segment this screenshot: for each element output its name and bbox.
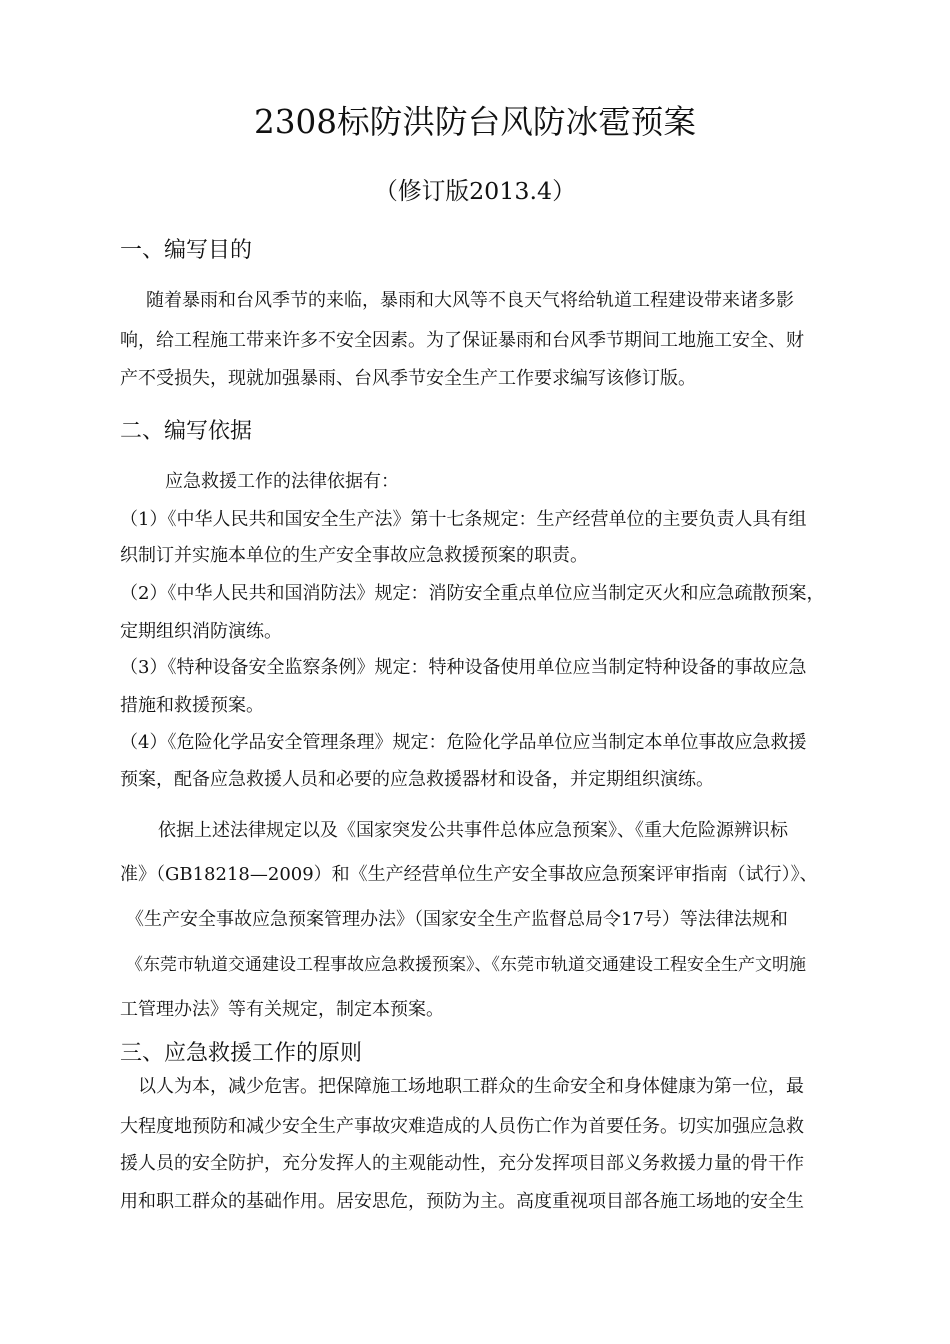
paragraph-line: 工管理办法》等有关规定，制定本预案。 bbox=[120, 999, 444, 1020]
paragraph-line: 定期组织消防演练。 bbox=[120, 621, 282, 642]
paragraph-line: 预案，配备应急救援人员和必要的应急救援器材和设备，并定期组织演练。 bbox=[120, 769, 714, 790]
paragraph-line: 大程度地预防和减少安全生产事故灾难造成的人员伤亡作为首要任务。切实加强应急救 bbox=[120, 1116, 804, 1137]
paragraph-line: （4）《危险化学品安全管理条理》规定：危险化学品单位应当制定本单位事故应急救援 bbox=[120, 732, 807, 753]
paragraph-line: 措施和救援预案。 bbox=[120, 695, 264, 716]
paragraph-line: 以人为本，减少危害。把保障施工场地职工群众的生命安全和身体健康为第一位，最 bbox=[138, 1076, 804, 1097]
section-heading-basis: 二、编写依据 bbox=[120, 419, 253, 444]
section-heading-principles: 三、应急救援工作的原则 bbox=[120, 1041, 363, 1066]
section-heading-purpose: 一、编写目的 bbox=[120, 238, 253, 263]
paragraph-line: （1）《中华人民共和国安全生产法》第十七条规定：生产经营单位的主要负责人具有组 bbox=[120, 509, 807, 530]
paragraph-line: 产不受损失，现就加强暴雨、台风季节安全生产工作要求编写该修订版。 bbox=[120, 368, 696, 389]
document-subtitle: （修订版2013.4） bbox=[374, 177, 576, 205]
document-title: 2308标防洪防台风防冰雹预案 bbox=[253, 103, 697, 141]
paragraph-line: 用和职工群众的基础作用。居安思危，预防为主。高度重视项目部各施工场地的安全生 bbox=[120, 1191, 804, 1212]
paragraph-line: （3）《特种设备安全监察条例》规定：特种设备使用单位应当制定特种设备的事故应急 bbox=[120, 657, 807, 678]
paragraph-line: 《生产安全事故应急预案管理办法》（国家安全生产监督总局令17号）等法律法规和 bbox=[126, 909, 788, 930]
paragraph-line: 援人员的安全防护，充分发挥人的主观能动性，充分发挥项目部义务救援力量的骨干作 bbox=[120, 1153, 804, 1174]
paragraph-line: 响，给工程施工带来许多不安全因素。为了保证暴雨和台风季节期间工地施工安全、财 bbox=[120, 330, 804, 351]
paragraph-line: 织制订并实施本单位的生产安全事故应急救援预案的职责。 bbox=[120, 545, 588, 566]
paragraph-line: 依据上述法律规定以及《国家突发公共事件总体应急预案》、《重大危险源辨识标 bbox=[158, 820, 788, 841]
paragraph-line: 随着暴雨和台风季节的来临，暴雨和大风等不良天气将给轨道工程建设带来诸多影 bbox=[146, 290, 794, 311]
paragraph-line: 《东莞市轨道交通建设工程事故应急救援预案》、《东莞市轨道交通建设工程安全生产文明施 bbox=[126, 955, 806, 975]
paragraph-line: 应急救援工作的法律依据有： bbox=[165, 471, 399, 492]
paragraph-line: 准》（GB18218—2009）和《生产经营单位生产安全事故应急预案评审指南（试行）》、 bbox=[120, 864, 818, 885]
paragraph-line: （2）《中华人民共和国消防法》规定：消防安全重点单位应当制定灭火和应急疏散预案， bbox=[120, 583, 825, 604]
